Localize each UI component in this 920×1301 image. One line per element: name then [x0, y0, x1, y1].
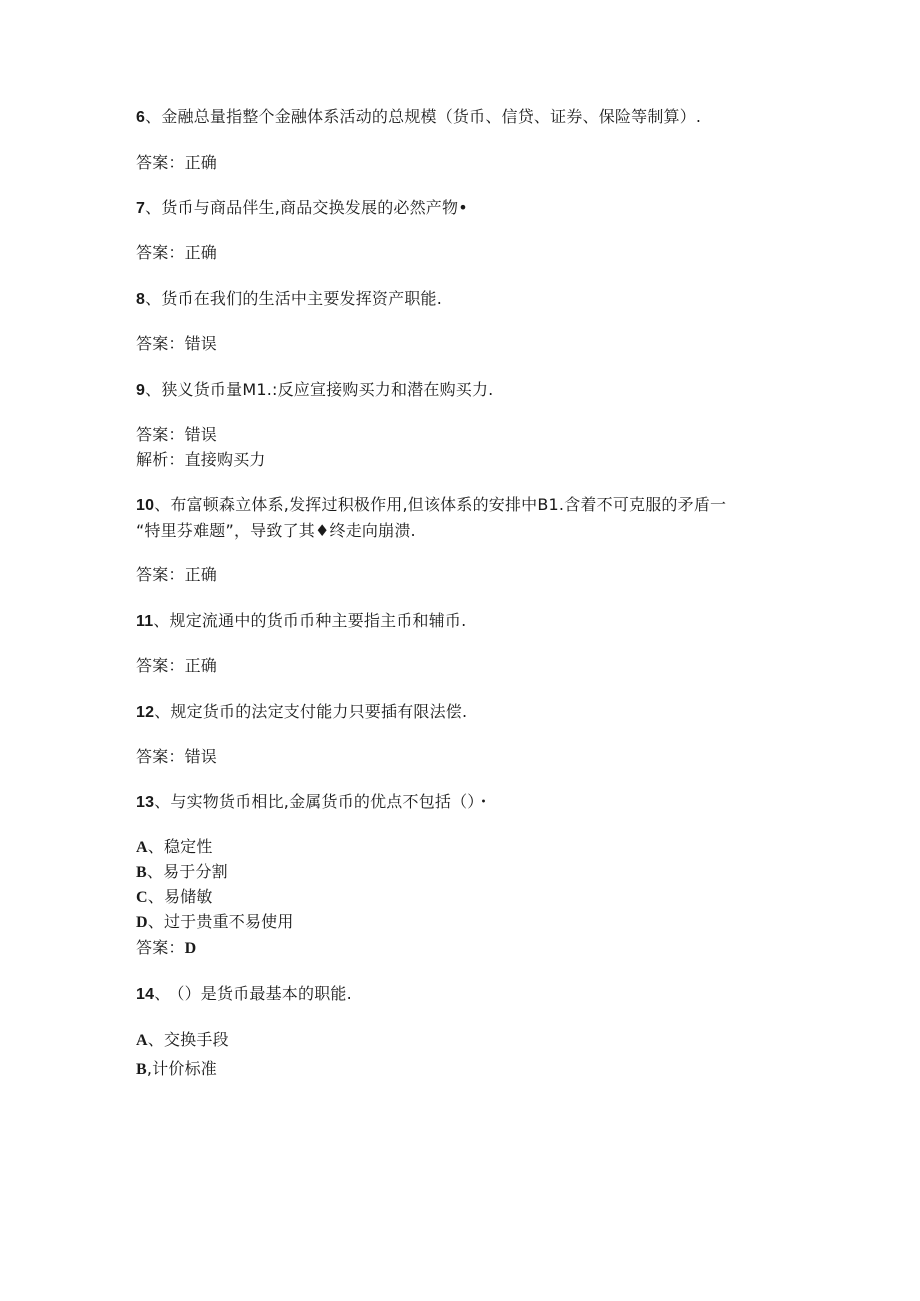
question-number: 13 — [136, 794, 155, 811]
question-separator: 、 — [153, 611, 170, 630]
answer-label: 答案： — [136, 656, 185, 675]
option-separator: 、 — [147, 887, 164, 906]
option-letter: D — [136, 914, 148, 931]
question-9 — [136, 380, 493, 401]
answer-value: 正确 — [184, 243, 218, 262]
option-separator: 、 — [147, 1030, 164, 1049]
option-text: 稳定性 — [163, 837, 213, 856]
analysis-label: 解析： — [136, 450, 185, 469]
question-8 — [136, 289, 442, 310]
question-separator: 、 — [154, 984, 171, 1003]
question-separator: 、 — [145, 107, 162, 126]
option-c — [136, 887, 213, 908]
question-11 — [136, 611, 466, 632]
question-number: 11 — [136, 613, 154, 630]
option-separator: 、 — [147, 912, 164, 931]
option-letter: B — [136, 864, 147, 881]
option-letter: A — [136, 839, 148, 856]
option-a — [136, 837, 213, 858]
answer-11 — [136, 656, 217, 676]
option-text: 交换手段 — [163, 1030, 229, 1049]
question-separator: 、 — [145, 380, 162, 399]
question-text: 货币与商品伴生,商品交换发展的必然产物• — [161, 198, 468, 217]
answer-label: 答案： — [136, 938, 185, 957]
question-10-continued — [136, 521, 416, 541]
option-b — [136, 862, 228, 883]
answer-label: 答案： — [136, 153, 185, 172]
answer-6 — [136, 153, 217, 173]
question-7 — [136, 198, 468, 219]
option-separator: 、 — [146, 862, 164, 881]
question-12 — [136, 702, 467, 723]
question-number: 9 — [136, 382, 146, 399]
question-separator: 、 — [154, 792, 171, 811]
question-separator: 、 — [145, 198, 162, 217]
question-number: 7 — [136, 200, 146, 217]
answer-value: 错误 — [184, 334, 218, 353]
question-text: 与实物货币相比,金属货币的优点不包括（）・ — [170, 792, 492, 811]
option-b — [136, 1059, 217, 1080]
answer-12 — [136, 747, 217, 767]
question-number: 6 — [136, 109, 146, 126]
question-number: 14 — [136, 986, 155, 1003]
answer-8 — [136, 334, 217, 354]
question-text: 金融总量指整个金融体系活动的总规模（货币、信贷、证券、保险等制算）. — [161, 107, 702, 126]
question-13 — [136, 792, 492, 813]
question-text: 货币在我们的生活中主要发挥资产职能. — [161, 289, 442, 308]
question-text: 布富顿森立体系,发挥过积极作用,但该体系的安排中B1.含着不可克服的矛盾一 — [170, 495, 727, 514]
answer-value: 正确 — [184, 656, 218, 675]
answer-10 — [136, 565, 217, 585]
question-text: （）是货币最基本的职能. — [176, 984, 352, 1003]
answer-label: 答案： — [136, 334, 185, 353]
answer-label: 答案： — [136, 243, 185, 262]
question-10 — [136, 495, 726, 516]
question-text: 狭义货币量M1.:反应宣接购买力和潜在购买力. — [161, 380, 494, 399]
question-6 — [136, 107, 701, 128]
question-number: 12 — [136, 704, 155, 721]
answer-13 — [136, 938, 196, 959]
option-letter: A — [136, 1032, 148, 1049]
option-text: 易于分割 — [163, 862, 228, 881]
answer-9 — [136, 425, 217, 445]
question-text: “特里芬难题”，导致了其♦终走向崩溃. — [136, 521, 416, 540]
analysis-9 — [136, 450, 266, 470]
option-text: 易储敏 — [163, 887, 213, 906]
answer-label: 答案： — [136, 425, 185, 444]
answer-label: 答案： — [136, 747, 185, 766]
option-letter: C — [136, 889, 148, 906]
option-letter: B — [136, 1061, 147, 1078]
option-a — [136, 1030, 229, 1051]
question-separator: 、 — [154, 702, 171, 721]
question-14 — [136, 984, 352, 1005]
question-separator: 、 — [145, 289, 162, 308]
option-separator: 、 — [147, 837, 164, 856]
answer-value: 错误 — [184, 425, 218, 444]
answer-value: D — [184, 940, 197, 957]
answer-7 — [136, 243, 217, 263]
analysis-value: 直接购买力 — [184, 450, 266, 469]
option-text: 过于贵重不易使用 — [163, 912, 294, 931]
question-text: 规定流通中的货币币种主要指主币和辅币. — [169, 611, 467, 630]
question-number: 8 — [136, 291, 146, 308]
option-separator: , — [146, 1059, 153, 1078]
question-number: 10 — [136, 497, 155, 514]
question-text: 规定货币的法定支付能力只要插有限法偿. — [170, 702, 468, 721]
option-d — [136, 912, 294, 933]
answer-value: 错误 — [184, 747, 218, 766]
option-text: 计价标准 — [152, 1059, 217, 1078]
question-separator: 、 — [154, 495, 171, 514]
answer-value: 正确 — [184, 565, 218, 584]
answer-value: 正确 — [184, 153, 218, 172]
answer-label: 答案： — [136, 565, 185, 584]
